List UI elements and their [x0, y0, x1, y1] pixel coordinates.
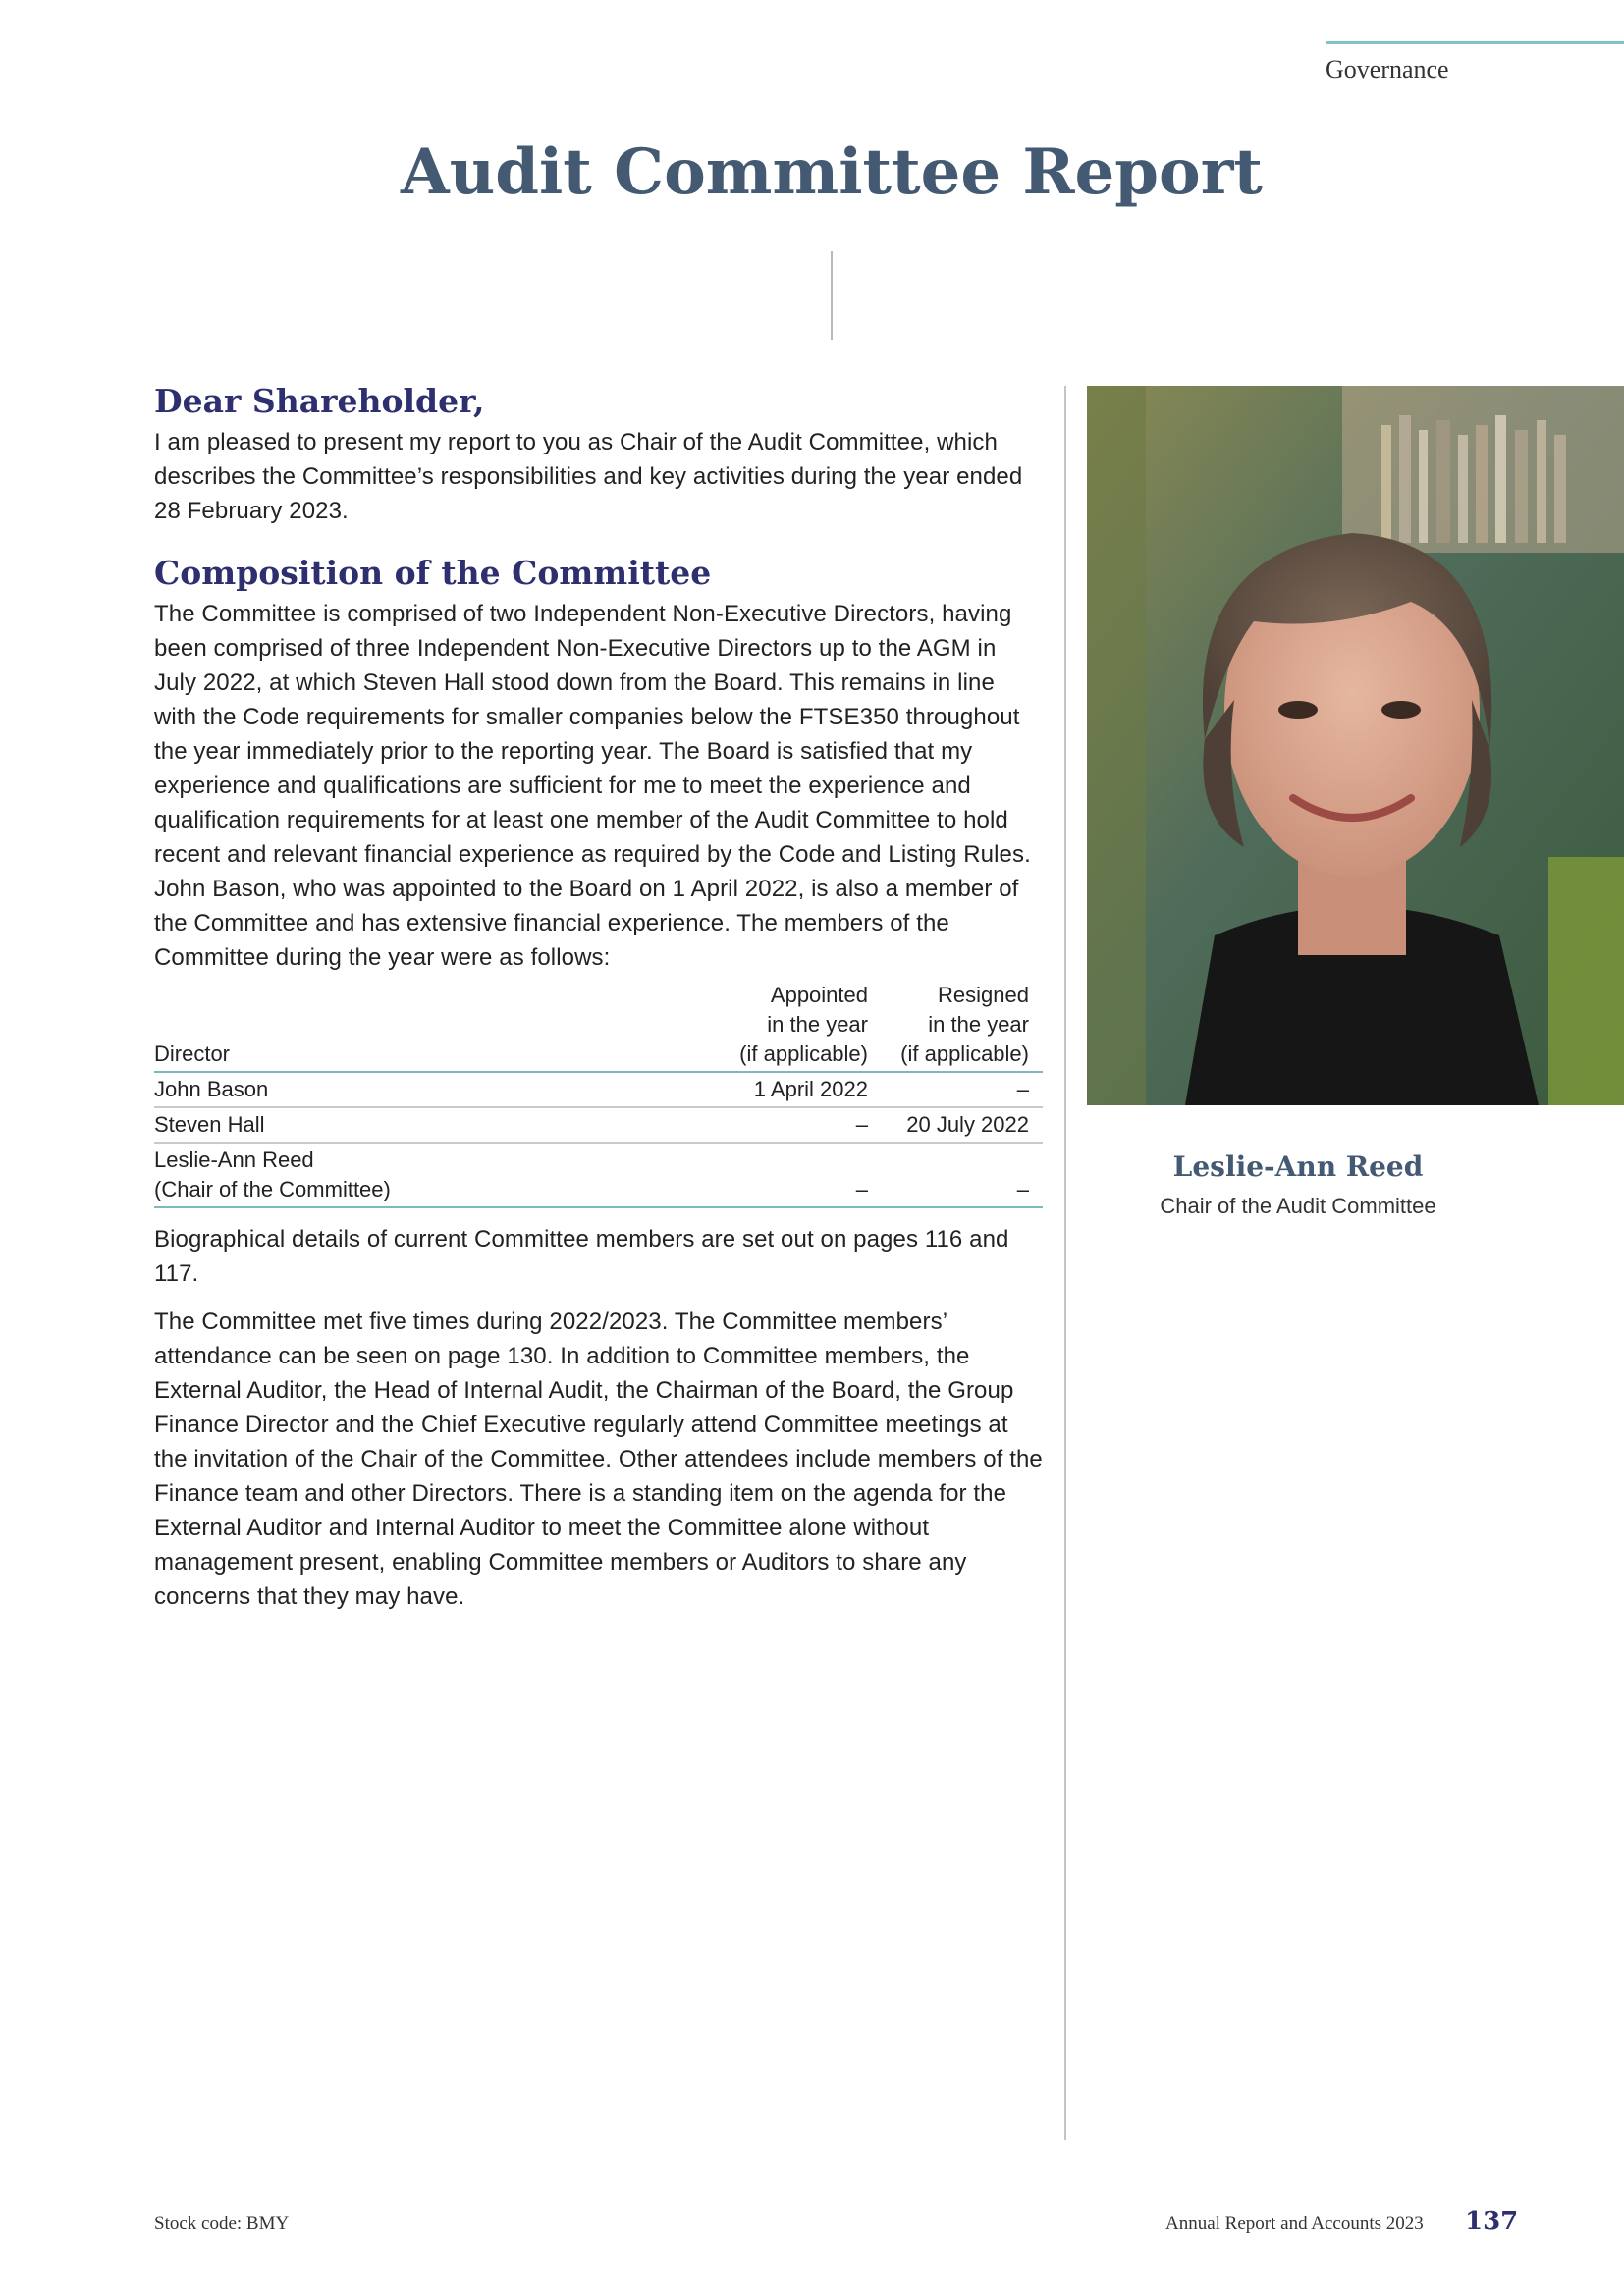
portrait-caption: Chair of the Audit Committee [1160, 1194, 1436, 1218]
column-header-resigned: Resigned in the year (if applicable) [900, 983, 1029, 1066]
resigned-cell: 20 July 2022 [906, 1112, 1029, 1137]
column-header-appointed: Appointed in the year (if applicable) [739, 983, 868, 1066]
biography-note: Biographical details of current Committee members are set out on pages 116 and 117. [154, 1226, 1009, 1287]
table-row [154, 1072, 1043, 1107]
resigned-cell: – [1016, 1177, 1029, 1201]
chair-portrait-photo [1087, 386, 1624, 1105]
greeting-heading: Dear Shareholder, [154, 382, 485, 420]
main-column [154, 378, 1043, 1614]
appointed-cell: – [855, 1177, 868, 1201]
page-number: 137 [1465, 2207, 1519, 2236]
committee-members-table [154, 981, 1043, 1208]
portrait-illustration [1087, 386, 1624, 1105]
composition-heading: Composition of the Committee [154, 554, 712, 592]
table-row [154, 1107, 1043, 1143]
footer-publication: Annual Report and Accounts 2023 [1165, 2214, 1424, 2234]
director-cell: John Bason [154, 1077, 269, 1101]
greeting-paragraph: I am pleased to present my report to you as Chair of the Audit Committee, which describes the Committee’s responsibilities and key activities during the year ended 28 February 2023. [154, 429, 1023, 524]
column-divider [1064, 386, 1066, 2140]
director-cell: Steven Hall [154, 1112, 265, 1137]
column-header-director: Director [154, 1041, 231, 1066]
section-accent-rule [1326, 41, 1624, 44]
portrait-name: Leslie-Ann Reed [1172, 1150, 1424, 1183]
footer-stock-code: Stock code: BMY [154, 2214, 290, 2234]
meetings-paragraph: The Committee met five times during 2022/2023. The Committee members’ attendance can be seen on page 130. In addition to Committee members, the External Auditor, the Head of Internal Audit, the Chairman of the Board, the Group Finance Director and the Chief Executive regularly attend Committee meetings at the invitation of the Chair of the Committee. Other attendees include members of the Finance team and other Directors. There is a standing item on the agenda for the External Auditor and Internal Auditor to meet the Committee alone without management present, enabling Committee members or Auditors to share any concerns that they may have. [154, 1308, 1043, 1610]
resigned-cell: – [1016, 1077, 1029, 1101]
table-header-row [154, 981, 1043, 1072]
appointed-cell: – [855, 1112, 868, 1137]
composition-paragraph: The Committee is comprised of two Independent Non-Executive Directors, having been comprised of three Independent Non-Executive Directors up to the AGM in July 2022, at which Steven Hall stood down from the Board. This remains in line with the Code requirements for smaller companies below the FTSE350 throughout the year immediately prior to the reporting year. The Board is satisfied that my experience and qualifications are sufficient for me to meet the experience and qualification requirements for at least one member of the Audit Committee to hold recent and relevant financial experience as required by the Code and Listing Rules. John Bason, who was appointed to the Board on 1 April 2022, is also a member of the Committee and has extensive financial experience. The members of the Committee during the year were as follows: [154, 601, 1031, 971]
appointed-cell: 1 April 2022 [753, 1077, 868, 1101]
table-row [154, 1143, 1043, 1207]
director-cell: Leslie-Ann Reed (Chair of the Committee) [154, 1148, 391, 1201]
title-divider [831, 251, 833, 340]
page-title: Audit Committee Report [401, 135, 1263, 209]
section-label: Governance [1326, 55, 1449, 83]
